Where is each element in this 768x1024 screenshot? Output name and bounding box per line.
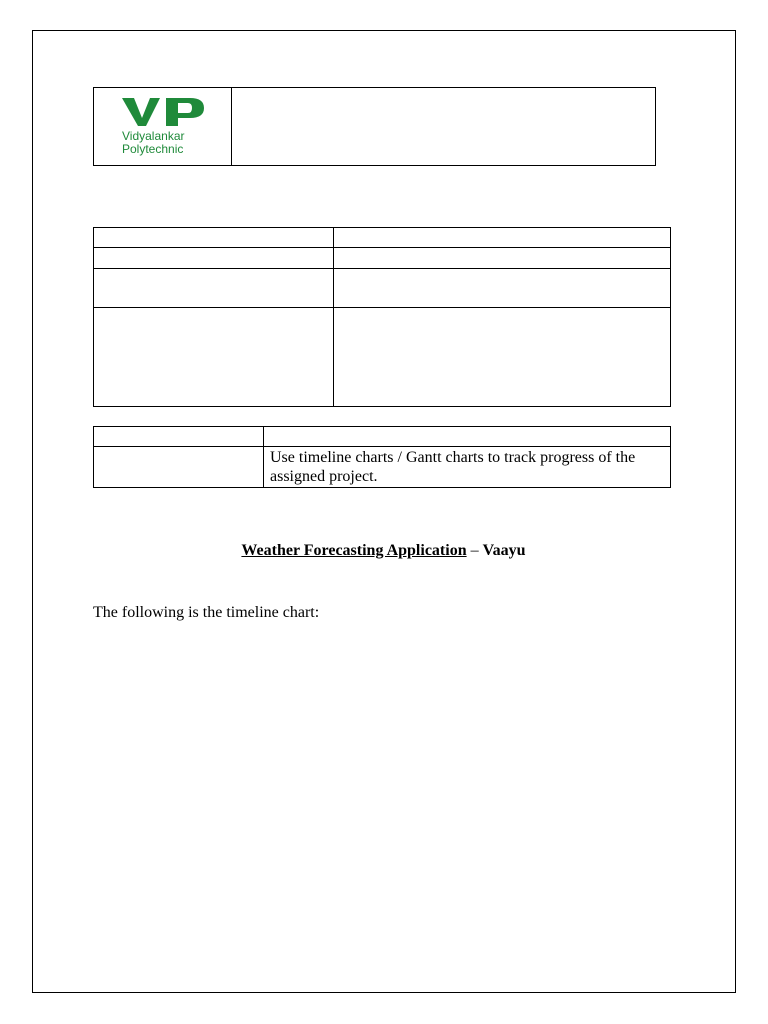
aim-value-cell [264,447,671,488]
logo-cell [94,88,232,166]
info-value-cell [334,269,671,308]
info-value-cell [334,248,671,269]
header-title-cell [232,88,656,166]
vp-logo-mark [120,96,208,128]
project-title-main: Weather Forecasting Application [241,542,467,559]
header-table [93,87,656,166]
logo-text-line2: Polytechnic [122,142,184,156]
info-row [94,228,671,248]
info-row [94,269,671,308]
info-row [94,308,671,407]
practical-row [94,447,671,488]
aim-label-cell [94,447,264,488]
info-label-cell [94,248,334,269]
info-row [94,248,671,269]
student-info-table [93,227,671,407]
info-value-cell [334,308,671,407]
page-border [32,30,736,993]
timeline-intro-text: The following is the timeline chart: [93,604,320,621]
project-title [93,541,674,561]
practical-row [94,427,671,447]
aim-text: Use timeline charts / Gantt charts to track progress of the assigned project. [270,449,636,485]
logo-text-line1: Vidyalankar [122,129,185,143]
practical-label-cell [94,427,264,447]
institute-logo [120,96,210,160]
info-value-cell [334,228,671,248]
info-label-cell [94,228,334,248]
practical-value-cell [264,427,671,447]
project-title-separator: – [466,542,483,559]
practical-table [93,426,671,488]
info-label-cell [94,308,334,407]
info-label-cell [94,269,334,308]
project-name: Vaayu [482,542,526,559]
